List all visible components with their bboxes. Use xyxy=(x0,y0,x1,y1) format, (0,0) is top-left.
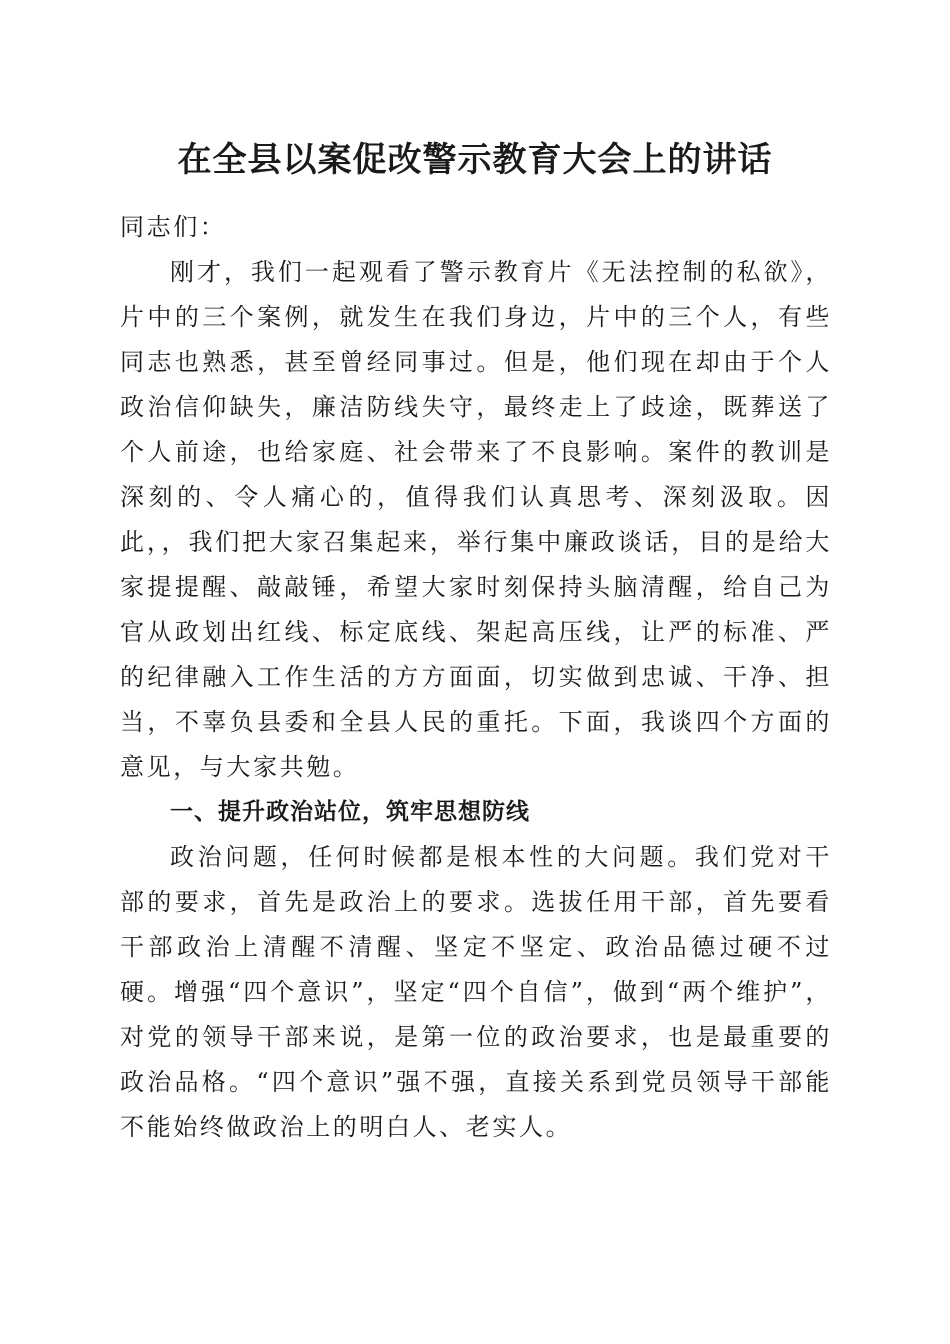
paragraph-political: 政治问题，任何时候都是根本性的大问题。我们党对干部的要求，首先是政治上的要求。选拔任用干部，首先要看干部政治上清醒不清醒、坚定不坚定、政治品德过硬不过硬。增强“四个意识”，坚定“四个自信”，做到“两个维护”，对党的领导干部来说，是第一位的政治要求，也是最重要的政治品格。“四个意识”强不强，直接关系到党员领导干部能不能始终做政治上的明白人、老实人。 xyxy=(120,843,832,1141)
salutation: 同志们： xyxy=(120,213,227,241)
document-title: 在全县以案促改警示教育大会上的讲话 xyxy=(177,140,773,180)
paragraph-intro: 刚才，我们一起观看了警示教育片《无法控制的私欲》，片中的三个案例，就发生在我们身边，片中的三个人，有些同志也熟悉，甚至曾经同事过。但是，他们现在却由于个人政治信仰缺失，廉洁防线失守，最终走上了歧途，既葬送了个人前途，也给家庭、社会带来了不良影响。案件的教训是深刻的、令人痛心的，值得我们认真思考、深刻汲取。因此，，我们把大家召集起来，举行集中廉政谈话，目的是给大家提提醒、敲敲锤，希望大家时刻保持头脑清醒，给自己为官从政划出红线、标定底线、架起高压线，让严的标准、严的纪律融入工作生活的方方面面，切实做到忠诚、干净、担当，不辜负县委和全县人民的重托。下面，我谈四个方面的意见，与大家共勉。 xyxy=(120,258,832,781)
document-body xyxy=(120,205,832,1150)
section-heading-1: 一、提升政治站位，筑牢思想防线 xyxy=(170,799,530,825)
